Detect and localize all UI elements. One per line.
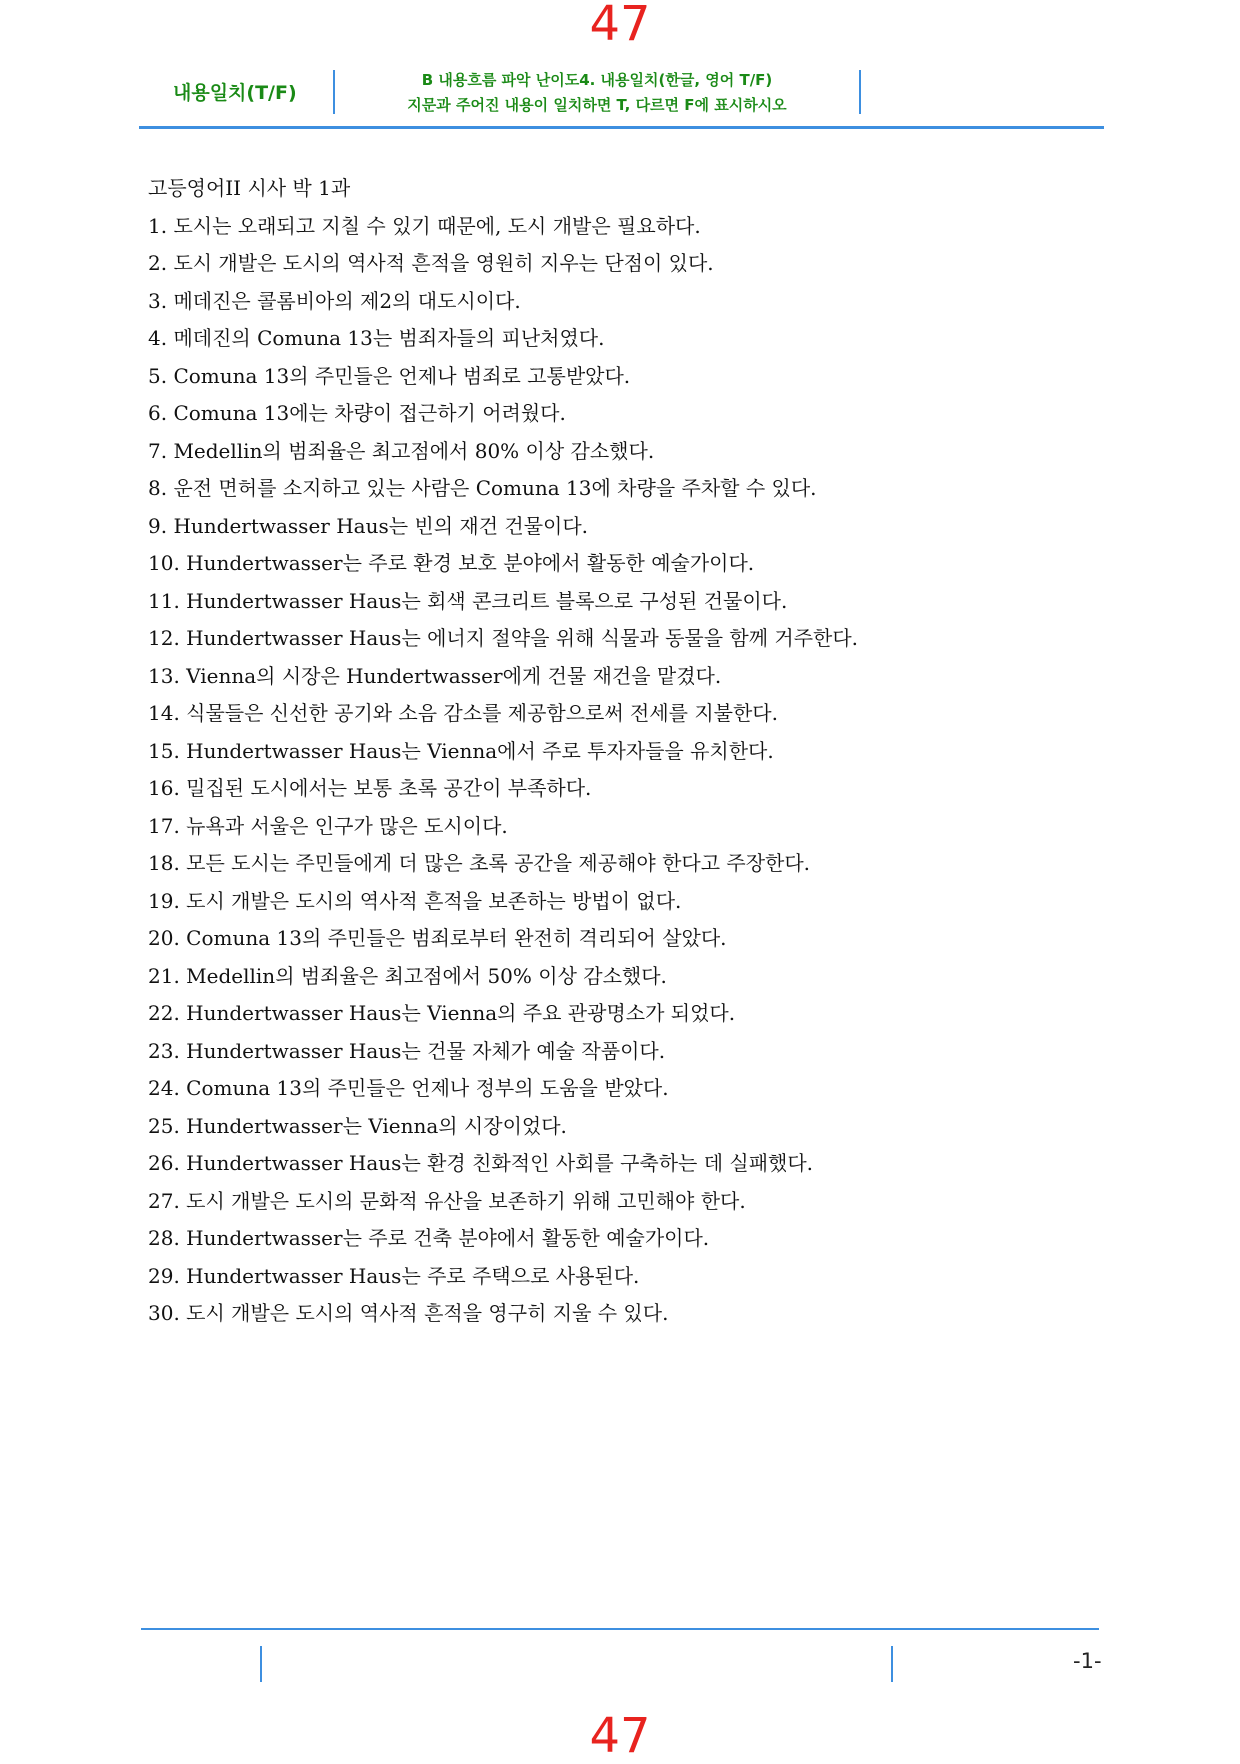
question-item: 18. 모든 도시는 주민들에게 더 많은 초록 공간을 제공해야 한다고 주장한다. bbox=[148, 851, 811, 875]
top-page-number: 47 bbox=[589, 0, 651, 52]
question-item: 12. Hundertwasser Haus는 에너지 절약을 위해 식물과 동물을 함께 거주한다. bbox=[148, 626, 859, 650]
question-item: 16. 밀집된 도시에서는 보통 초록 공간이 부족하다. bbox=[148, 776, 592, 800]
question-item: 29. Hundertwasser Haus는 주로 주택으로 사용된다. bbox=[148, 1263, 640, 1288]
question-item: 30. 도시 개발은 도시의 역사적 흔적을 영구히 지울 수 있다. bbox=[148, 1301, 669, 1325]
question-item: 5. Comuna 13의 주민들은 언제나 범죄로 고통받았다. bbox=[148, 363, 631, 388]
question-item: 15. Hundertwasser Haus는 Vienna에서 주로 투자자들을 유치한다. bbox=[148, 738, 774, 763]
question-item: 7. Medellin의 범죄율은 최고점에서 80% 이상 감소했다. bbox=[148, 438, 655, 463]
question-item: 22. Hundertwasser Haus는 Vienna의 주요 관광명소가 되었다. bbox=[148, 1001, 736, 1025]
question-list bbox=[148, 208, 1048, 1333]
question-item: 24. Comuna 13의 주민들은 언제나 정부의 도움을 받았다. bbox=[148, 1076, 669, 1100]
question-item: 4. 메데진의 Comuna 13는 범죄자들의 피난처였다. bbox=[148, 326, 605, 350]
header-instructions bbox=[335, 68, 859, 118]
header-line-1: B 내용흐름 파악 난이도4. 내용일치(한글, 영어 T/F) bbox=[421, 71, 773, 89]
question-item: 6. Comuna 13에는 차량이 접근하기 어려웠다. bbox=[148, 401, 566, 425]
question-item: 1. 도시는 오래되고 지칠 수 있기 때문에, 도시 개발은 필요하다. bbox=[148, 213, 701, 238]
question-item: 13. Vienna의 시장은 Hundertwasser에게 건물 재건을 맡겼다. bbox=[148, 663, 722, 688]
question-item: 8. 운전 면허를 소지하고 있는 사람은 Comuna 13에 차량을 주차할 수 있다. bbox=[148, 476, 817, 500]
footer-page-number: -1- bbox=[1073, 1649, 1102, 1673]
footer-rule bbox=[141, 1628, 1099, 1630]
question-item: 27. 도시 개발은 도시의 문화적 유산을 보존하기 위해 고민해야 한다. bbox=[148, 1188, 746, 1213]
question-item: 9. Hundertwasser Haus는 빈의 재건 건물이다. bbox=[148, 513, 589, 538]
question-item: 25. Hundertwasser는 Vienna의 시장이었다. bbox=[148, 1113, 567, 1138]
question-item: 3. 메데진은 콜롬비아의 제2의 대도시이다. bbox=[148, 288, 521, 313]
bottom-page-number: 47 bbox=[589, 1708, 651, 1764]
question-item: 10. Hundertwasser는 주로 환경 보호 분야에서 활동한 예술가이다. bbox=[148, 551, 755, 575]
question-item: 23. Hundertwasser Haus는 건물 자체가 예술 작품이다. bbox=[148, 1038, 666, 1063]
worksheet-header bbox=[139, 64, 1104, 129]
header-label: 내용일치(T/F) bbox=[173, 82, 297, 104]
footer-divider-left bbox=[260, 1646, 262, 1682]
worksheet-title: 고등영어II 시사 박 1과 bbox=[148, 176, 351, 200]
footer-divider-right bbox=[891, 1646, 893, 1682]
question-item: 21. Medellin의 범죄율은 최고점에서 50% 이상 감소했다. bbox=[148, 963, 667, 988]
question-item: 20. Comuna 13의 주민들은 범죄로부터 완전히 격리되어 살았다. bbox=[148, 926, 727, 950]
question-item: 28. Hundertwasser는 주로 건축 분야에서 활동한 예술가이다. bbox=[148, 1226, 710, 1250]
question-item: 14. 식물들은 신선한 공기와 소음 감소를 제공함으로써 전세를 지불한다. bbox=[148, 701, 778, 725]
header-divider-right bbox=[859, 70, 861, 114]
question-item: 17. 뉴욕과 서울은 인구가 많은 도시이다. bbox=[148, 813, 508, 838]
question-item: 11. Hundertwasser Haus는 회색 콘크리트 블록으로 구성된 건물이다. bbox=[148, 588, 788, 613]
question-item: 19. 도시 개발은 도시의 역사적 흔적을 보존하는 방법이 없다. bbox=[148, 888, 682, 913]
question-item: 26. Hundertwasser Haus는 환경 친화적인 사회를 구축하는 데 실패했다. bbox=[148, 1151, 814, 1175]
question-item: 2. 도시 개발은 도시의 역사적 흔적을 영원히 지우는 단점이 있다. bbox=[148, 251, 714, 275]
worksheet-body bbox=[148, 170, 1048, 1333]
header-line-2: 지문과 주어진 내용이 일치하면 T, 다르면 F에 표시하시오 bbox=[407, 96, 787, 114]
